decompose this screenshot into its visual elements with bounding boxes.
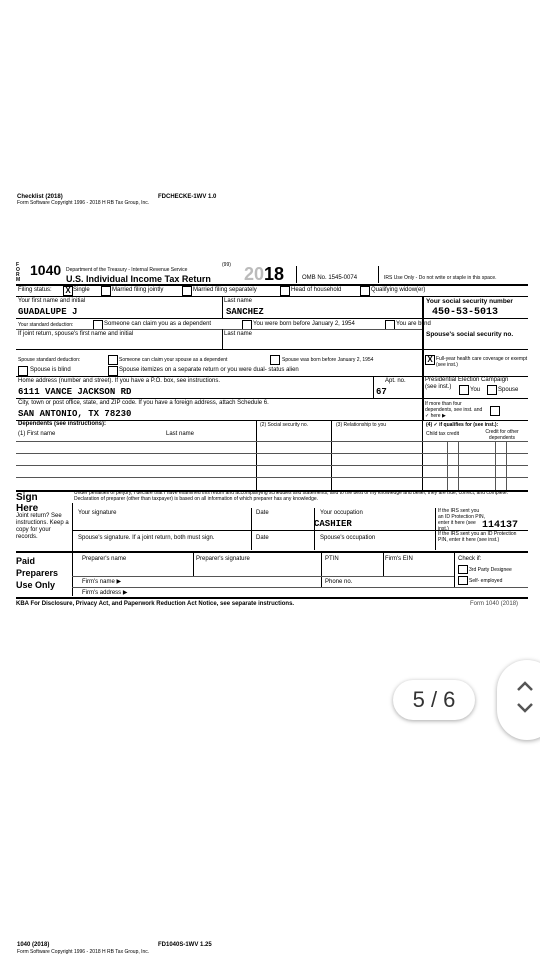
spouse-born-checkbox[interactable] (270, 355, 280, 365)
ssn-value[interactable]: 450-53-5013 (432, 307, 499, 318)
firm-name-label: Firm's name ▶ (82, 579, 122, 585)
checklist-code: FDCHECKE-1WV 1.0 (158, 194, 217, 200)
your-occupation-label: Your occupation (320, 510, 363, 516)
std-blind-label: You are blind (396, 321, 431, 327)
apt-value[interactable]: 67 (376, 387, 387, 397)
pec-you-label: You (470, 387, 481, 393)
joint-return-note: Joint return? See instructions. Keep a copy for your records. (16, 513, 69, 540)
ptin-label: PTIN (325, 556, 339, 562)
spouse-signature-label: Spouse's signature. If a joint return, both must sign. (78, 535, 215, 541)
page2-title: 1040 (2018) (17, 942, 50, 948)
third-party-checkbox[interactable] (458, 565, 468, 574)
pec-spouse-label: Spouse (498, 387, 519, 393)
pec-title: Presidential Election Campaign (425, 377, 509, 383)
checklist-title: Checklist (2018) (17, 194, 63, 200)
spouse-last-label: Last name (224, 331, 253, 337)
filing-qw-checkbox[interactable] (360, 286, 370, 296)
spouse-name-label: If joint return, spouse's first name and initial (18, 331, 134, 337)
check-if-label: Check if: (458, 556, 482, 562)
year-suffix: 18 (264, 264, 285, 284)
form-title: U.S. Individual Income Tax Return (66, 274, 211, 284)
chevron-down-icon[interactable] (518, 704, 532, 711)
sign-date-label: Date (256, 510, 269, 516)
filing-mfs-checkbox[interactable] (182, 286, 192, 296)
filing-hoh-label: Head of household (291, 287, 342, 293)
preparer-signature-label: Preparer's signature (196, 556, 250, 562)
four-dependents-checkbox[interactable] (490, 406, 500, 416)
ssn-label: Your social security number (426, 298, 513, 305)
last-name-value[interactable]: SANCHEZ (226, 307, 264, 317)
std-dependent-label: Someone can claim you as a dependent (104, 321, 212, 327)
last-name-label: Last name (224, 298, 253, 304)
your-signature-label: Your signature (78, 510, 117, 516)
std-deduction-label: Your standard deduction: (18, 322, 74, 328)
pec-spouse-checkbox[interactable] (487, 385, 497, 395)
first-name-label: Your first name and initial (18, 298, 86, 304)
spouse-dependent-label: Someone can claim your spouse as a dependent (119, 357, 228, 363)
phone-label: Phone no. (325, 579, 353, 585)
dep-other-header: Credit for other dependents (485, 429, 519, 441)
form-vertical-label: FORM (16, 262, 21, 283)
spouse-itemizes-label: Spouse itemizes on a separate return or you were dual- status alien (119, 367, 299, 373)
spouse-blind-label: Spouse is blind (30, 367, 71, 373)
apt-label: Apt. no. (385, 378, 406, 384)
dep-last-name-header: Last name (166, 431, 195, 437)
filing-mfs-label: Married filing separately (193, 287, 257, 293)
filing-mfj-label: Married filing jointly (112, 287, 164, 293)
occupation-value[interactable]: CASHIER (314, 519, 352, 529)
self-employed-label: Self- employed (469, 578, 503, 584)
filing-status-label: Filing status: (18, 287, 52, 293)
irs-use-only: IRS Use Only - Do not write or staple in this space. (384, 275, 497, 281)
form-dept: Department of the Treasury - Internal Revenue Service (66, 267, 188, 273)
four-dependents-note: If more than four dependents, see inst. and ✓ here ▶ (425, 401, 483, 419)
firm-ein-label: Firm's EIN (385, 556, 413, 562)
checklist-copyright: Form Software Copyright 1996 - 2018 H RB Tax Group, Inc. (17, 200, 150, 206)
dependents-label: Dependents (see instructions): (18, 421, 107, 427)
spouse-ssn-label: Spouse's social security no. (426, 331, 514, 338)
spouse-dependent-checkbox[interactable] (108, 355, 118, 365)
city-label: City, town or post office, state, and ZIP code. If you have a foreign address, attach Schedule 6. (18, 400, 269, 406)
dep-ctc-header: Child tax credit (426, 431, 460, 437)
page2-code: FD1040S-1WV 1.25 (158, 942, 212, 948)
filing-hoh-checkbox[interactable] (280, 286, 290, 296)
year-prefix: 20 (244, 264, 265, 284)
spouse-blind-checkbox[interactable] (18, 366, 28, 376)
page2-copyright: Form Software Copyright 1996 - 2018 H RB Tax Group, Inc. (17, 949, 150, 955)
form-code99: (99) (222, 262, 231, 268)
spouse-occupation-label: Spouse's occupation (320, 535, 376, 541)
spouse-pin-note: If the IRS sent you an ID Protection PIN, enter it here (see inst.) (438, 531, 517, 543)
perjury-statement: Under penalties of perjury, I declare that I have examined this return and accompanying schedules and statements, and to the best of my knowledge and belief, they are true, correct, and complete. Declaration of preparer (other than taxpayer) is based on all information of which preparer has any knowledge. (74, 490, 509, 502)
form-number: 1040 (30, 262, 62, 278)
dep-qualifies-header: (4) ✓ if qualifies for (see inst.): (426, 422, 499, 428)
health-coverage-label: Full-year health care coverage or exempt (see inst.) (436, 356, 528, 368)
ip-pin-value[interactable]: 114137 (482, 520, 519, 531)
firm-address-label: Firm's address ▶ (82, 590, 128, 596)
address-label: Home address (number and street). If you have a P.O. box, see instructions. (18, 378, 220, 384)
ip-pin-note: If the IRS sent you an ID Protection PIN, enter it here (see inst.) (438, 508, 485, 532)
pec-you-checkbox[interactable] (459, 385, 469, 395)
form-footer: Form 1040 (2018) (470, 601, 519, 607)
dep-first-name-header: (1) First name (18, 431, 56, 437)
std-born-label: You were born before January 2, 1954 (253, 321, 355, 327)
self-employed-checkbox[interactable] (458, 576, 468, 585)
health-coverage-checkbox[interactable]: X (425, 355, 435, 365)
preparer-name-label: Preparer's name (82, 556, 127, 562)
first-name-value[interactable]: GUADALUPE J (18, 307, 78, 317)
paid-preparer-title: Paid Preparers Use Only (16, 556, 59, 590)
filing-mfj-checkbox[interactable] (101, 286, 111, 296)
spouse-std-label: Spouse standard deduction: (18, 357, 81, 363)
sign-here-title: Sign Here (16, 492, 39, 514)
kba-notice: KBA For Disclosure, Privacy Act, and Paperwork Reduction Act Notice, see separate instructions. (16, 601, 295, 607)
pec-see: (see inst.) (425, 384, 452, 390)
filing-single-label: Single (73, 287, 90, 293)
dep-relationship-header: (3) Relationship to you (336, 422, 387, 428)
filing-qw-label: Qualifying widow(er) (371, 287, 426, 293)
spouse-itemizes-checkbox[interactable] (108, 366, 118, 376)
chevron-up-icon[interactable] (518, 683, 532, 690)
spouse-born-label: Spouse was born before January 2, 1954 (282, 357, 374, 363)
third-party-label: 3rd Party Designee (469, 567, 512, 573)
omb-number: OMB No. 1545-0074 (302, 275, 358, 281)
page-scroll-control[interactable] (497, 660, 540, 740)
filing-single-checkbox[interactable]: X (63, 286, 73, 296)
city-value[interactable]: SAN ANTONIO, TX 78230 (18, 409, 132, 419)
page-indicator: 5 / 6 (393, 680, 475, 720)
dep-ssn-header: (2) Social security no. (260, 422, 309, 428)
address-value[interactable]: 6111 VANCE JACKSON RD (18, 387, 132, 397)
spouse-date-label: Date (256, 535, 269, 541)
